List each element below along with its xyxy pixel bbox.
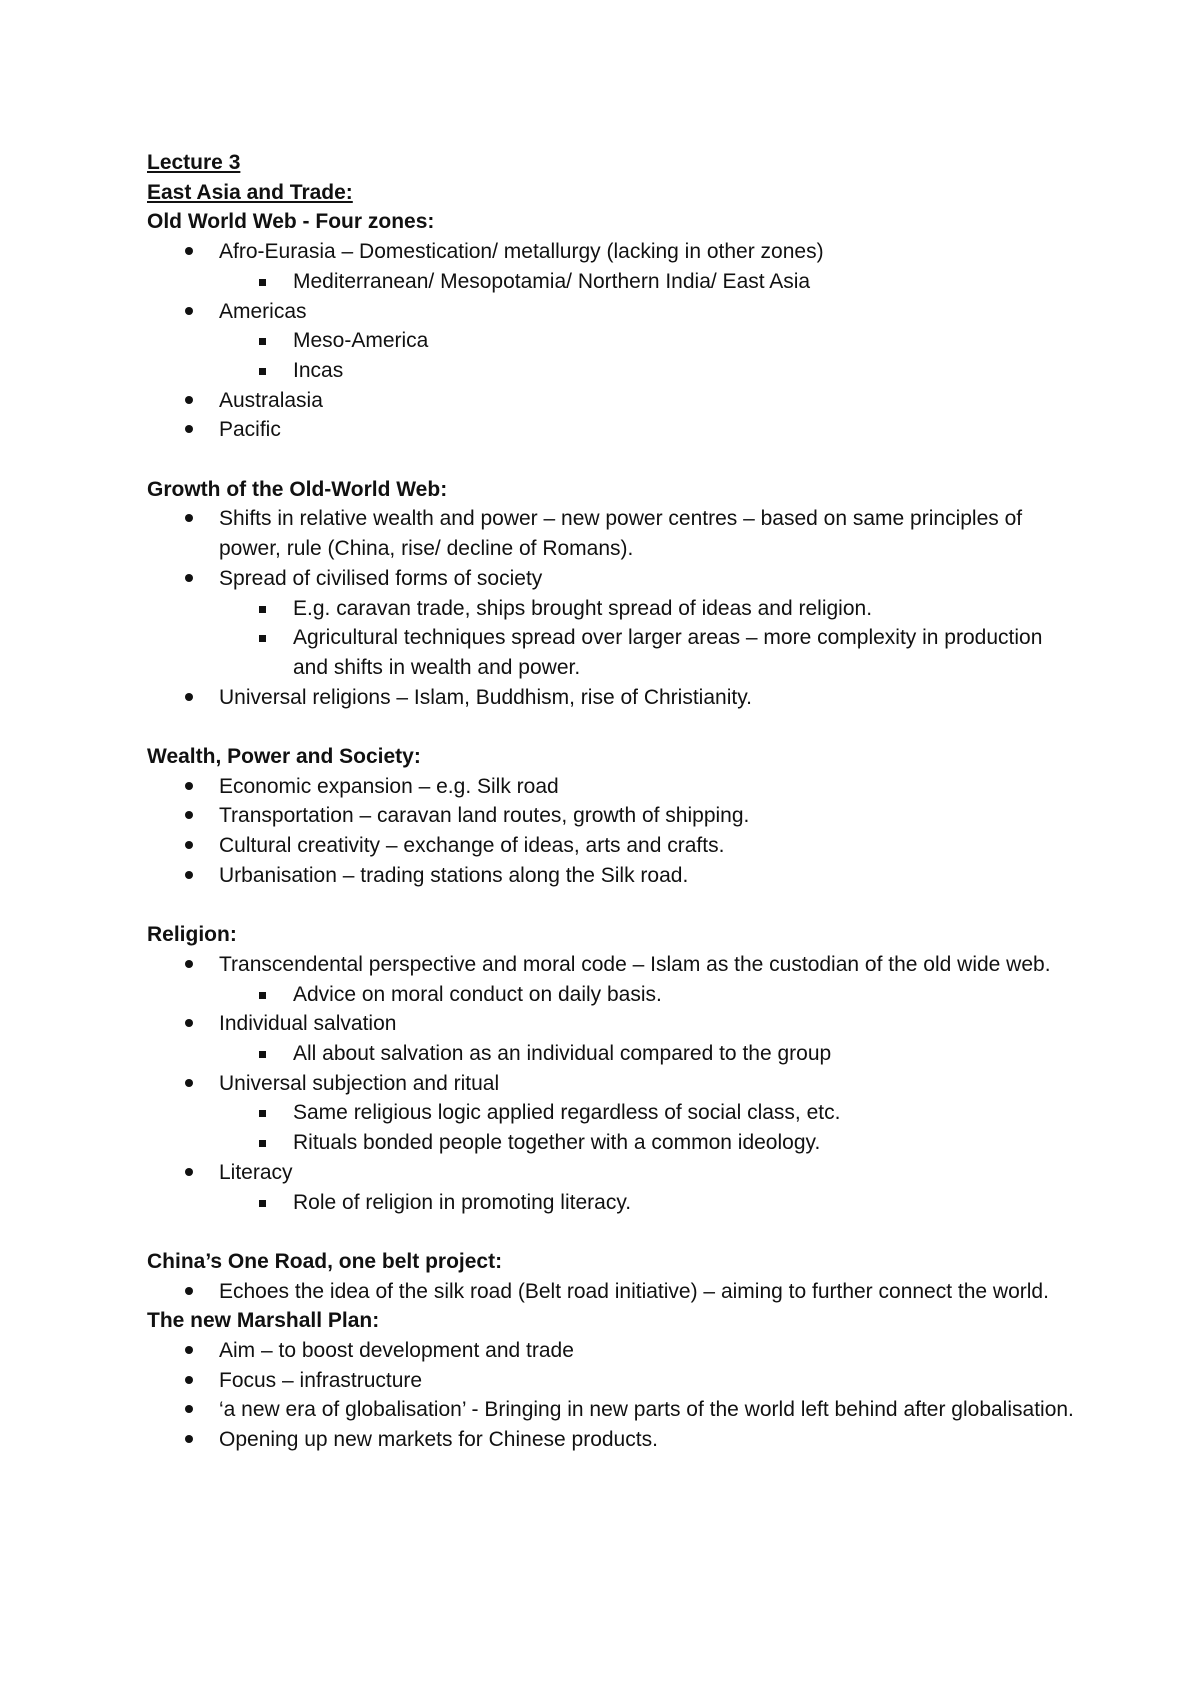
bullet-square-icon xyxy=(259,606,266,613)
list-item-text: Shifts in relative wealth and power – new power centres – based on same principles of power, rule (China, rise/ decline of Romans). xyxy=(219,507,1023,561)
list-item-text: Transportation – caravan land routes, growth of shipping. xyxy=(219,804,750,828)
spacer xyxy=(147,712,1077,742)
bullet-square-icon xyxy=(259,992,266,999)
bullet-square-icon xyxy=(259,1051,266,1058)
spacer xyxy=(147,445,1077,475)
bullet-dot-icon xyxy=(185,574,193,582)
bullet-dot-icon xyxy=(185,1287,193,1295)
section-heading: Religion: xyxy=(147,923,237,947)
list-item xyxy=(147,297,1077,327)
list-item xyxy=(147,623,1077,682)
list-item-text: All about salvation as an individual compared to the group xyxy=(293,1042,832,1066)
section-heading: Growth of the Old-World Web: xyxy=(147,477,448,501)
list-item-text: Americas xyxy=(219,299,307,323)
list-item-text: Universal religions – Islam, Buddhism, rise of Christianity. xyxy=(219,685,752,709)
list-item-text: Economic expansion – e.g. Silk road xyxy=(219,774,559,798)
list-item xyxy=(147,326,1077,356)
bullet-square-icon xyxy=(259,368,266,375)
list-item xyxy=(147,1425,1077,1455)
spacer xyxy=(147,891,1077,921)
list-item xyxy=(147,1069,1077,1099)
list-item-text: E.g. caravan trade, ships brought spread of ideas and religion. xyxy=(293,596,873,620)
bullet-dot-icon xyxy=(185,1376,193,1384)
bullet-dot-icon xyxy=(185,247,193,255)
list-item-text: Afro-Eurasia – Domestication/ metallurgy (lacking in other zones) xyxy=(219,240,824,264)
bullet-dot-icon xyxy=(185,782,193,790)
bullet-list xyxy=(147,950,1077,1217)
bullet-dot-icon xyxy=(185,1435,193,1443)
list-item-text: Mediterranean/ Mesopotamia/ Northern India/ East Asia xyxy=(293,269,811,293)
list-item-text: Meso-America xyxy=(293,329,429,353)
bullet-dot-icon xyxy=(185,307,193,315)
list-item xyxy=(147,594,1077,624)
list-item xyxy=(147,1009,1077,1039)
list-item-text: Universal subjection and ritual xyxy=(219,1071,500,1095)
lecture-subtitle: East Asia and Trade: xyxy=(147,180,353,204)
list-item xyxy=(147,1098,1077,1128)
list-item xyxy=(147,386,1077,416)
document-body xyxy=(147,148,1077,1455)
list-item-text: Spread of civilised forms of society xyxy=(219,566,543,590)
bullet-dot-icon xyxy=(185,841,193,849)
list-item-text: ‘a new era of globalisation’ - Bringing in new parts of the world left behind after globalisation. xyxy=(219,1398,1074,1422)
list-item-text: Agricultural techniques spread over larger areas – more complexity in production and shifts in wealth and power. xyxy=(293,626,1043,679)
bullet-square-icon xyxy=(259,1140,266,1147)
section-heading: The new Marshall Plan: xyxy=(147,1309,380,1333)
list-item xyxy=(147,504,1077,563)
list-item xyxy=(147,1158,1077,1188)
list-item xyxy=(147,267,1077,297)
list-item-text: Same religious logic applied regardless of social class, etc. xyxy=(293,1101,841,1125)
bullet-dot-icon xyxy=(185,396,193,404)
bullet-square-icon xyxy=(259,635,266,642)
list-item xyxy=(147,801,1077,831)
bullet-list xyxy=(147,1277,1077,1307)
bullet-dot-icon xyxy=(185,1079,193,1087)
list-item xyxy=(147,1366,1077,1396)
bullet-list xyxy=(147,772,1077,891)
bullet-square-icon xyxy=(259,1110,266,1117)
section-heading: China’s One Road, one belt project: xyxy=(147,1249,503,1273)
list-item xyxy=(147,772,1077,802)
bullet-dot-icon xyxy=(185,693,193,701)
bullet-dot-icon xyxy=(185,514,193,522)
list-item-text: Literacy xyxy=(219,1160,293,1184)
bullet-dot-icon xyxy=(185,1168,193,1176)
bullet-dot-icon xyxy=(185,1405,193,1413)
list-item xyxy=(147,564,1077,594)
lecture-title: Lecture 3 xyxy=(147,151,241,174)
list-item-text: Urbanisation – trading stations along the Silk road. xyxy=(219,863,689,887)
list-item-text: Echoes the idea of the silk road (Belt road initiative) – aiming to further connect the world. xyxy=(219,1279,1049,1303)
list-item xyxy=(147,861,1077,891)
list-item xyxy=(147,1039,1077,1069)
bullet-dot-icon xyxy=(185,960,193,968)
list-item-text: Advice on moral conduct on daily basis. xyxy=(293,982,662,1006)
section-heading: Old World Web - Four zones: xyxy=(147,210,435,234)
list-item-text: Pacific xyxy=(219,418,281,442)
list-item xyxy=(147,1395,1077,1425)
list-item xyxy=(147,980,1077,1010)
list-item xyxy=(147,1277,1077,1307)
spacer xyxy=(147,1217,1077,1247)
list-item-text: Cultural creativity – exchange of ideas, arts and crafts. xyxy=(219,834,725,858)
bullet-dot-icon xyxy=(185,1346,193,1354)
bullet-square-icon xyxy=(259,279,266,286)
bullet-list xyxy=(147,1336,1077,1455)
list-item-text: Transcendental perspective and moral code – Islam as the custodian of the old wide web. xyxy=(219,952,1051,976)
list-item xyxy=(147,356,1077,386)
list-item xyxy=(147,831,1077,861)
list-item xyxy=(147,237,1077,267)
list-item-text: Australasia xyxy=(219,388,323,412)
bullet-dot-icon xyxy=(185,425,193,433)
list-item-text: Focus – infrastructure xyxy=(219,1368,423,1392)
list-item xyxy=(147,1128,1077,1158)
list-item xyxy=(147,683,1077,713)
list-item xyxy=(147,950,1077,980)
list-item xyxy=(147,415,1077,445)
list-item-text: Aim – to boost development and trade xyxy=(219,1339,574,1363)
bullet-square-icon xyxy=(259,338,266,345)
list-item xyxy=(147,1188,1077,1218)
list-item-text: Rituals bonded people together with a common ideology. xyxy=(293,1131,821,1155)
list-item-text: Opening up new markets for Chinese products. xyxy=(219,1428,658,1452)
bullet-dot-icon xyxy=(185,871,193,879)
bullet-dot-icon xyxy=(185,811,193,819)
list-item-text: Incas xyxy=(293,358,344,382)
list-item xyxy=(147,1336,1077,1366)
list-item-text: Individual salvation xyxy=(219,1012,397,1036)
bullet-square-icon xyxy=(259,1200,266,1207)
bullet-list xyxy=(147,237,1077,445)
list-item-text: Role of religion in promoting literacy. xyxy=(293,1190,632,1214)
bullet-list xyxy=(147,504,1077,712)
bullet-dot-icon xyxy=(185,1019,193,1027)
section-heading: Wealth, Power and Society: xyxy=(147,745,421,769)
